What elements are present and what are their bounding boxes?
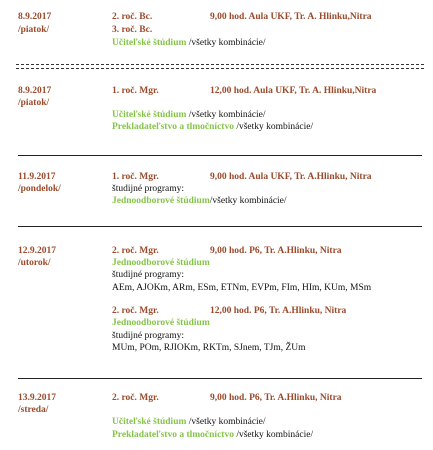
time-place-2: 12,00 hod. Aula UKF, Tr. A. Hlinku,Nitra — [210, 86, 377, 96]
program-suffix: /všetky kombinácie/ — [186, 38, 266, 48]
year-1a: 2. roč. Bc. — [112, 12, 153, 22]
programs-label-3: študijné programy: — [112, 184, 185, 194]
day-5: /streda/ — [18, 405, 49, 415]
program-name-4a: Jednoodborové štúdium — [112, 258, 210, 268]
programs-list-4b: MUm, POm, RJIOKm, RKTm, SJnem, TJm, ŽUm — [112, 343, 306, 353]
program-line-1 — [112, 38, 266, 49]
program-line-2a — [112, 110, 266, 121]
divider — [18, 378, 422, 379]
program-name: Jednoodborové štúdium — [112, 196, 210, 206]
year-1b: 3. roč. Bc. — [112, 25, 153, 35]
program-name-4b: Jednoodborové štúdium — [112, 318, 210, 328]
date-4: 12.9.2017 — [18, 246, 56, 256]
double-divider — [16, 64, 424, 69]
day-1: /piatok/ — [18, 25, 50, 35]
year-3: 1. roč. Mgr. — [112, 172, 159, 182]
time-place-5: 9,00 hod. P6, Tr. A.Hlinku, Nitra — [210, 393, 342, 403]
program-line-5a — [112, 417, 266, 428]
day-4: /utorok/ — [18, 258, 51, 268]
program-name: Prekladateľstvo a tlmočníctvo — [112, 122, 234, 132]
program-suffix: /všetky kombinácie/ — [233, 122, 314, 132]
time-place-4b: 12,00 hod. P6, Tr. A.Hlinku, Nitra — [210, 306, 347, 316]
year-2: 1. roč. Mgr. — [112, 86, 159, 96]
day-3: /pondelok/ — [18, 184, 61, 194]
program-suffix: /všetky kombinácie/ — [186, 417, 266, 427]
date-5: 13.9.2017 — [18, 393, 56, 403]
date-2: 8.9.2017 — [18, 86, 52, 96]
program-line-3 — [112, 196, 287, 207]
year-4a: 2. roč. Mgr. — [112, 246, 159, 256]
program-suffix: /všetky kombinácie/ — [209, 196, 287, 206]
time-place-1: 9,00 hod. Aula UKF, Tr. A. Hlinku,Nitra — [210, 12, 372, 22]
date-3: 11.9.2017 — [18, 172, 56, 182]
program-suffix: /všetky kombinácie/ — [233, 430, 314, 440]
divider — [18, 226, 422, 227]
program-name: Prekladateľstvo a tlmočníctvo — [112, 430, 234, 440]
program-line-5b — [112, 430, 313, 441]
programs-list-4a: AEm, AJOKm, ARm, ESm, ETNm, EVPm, FIm, HIm, KUm, MSm — [112, 283, 372, 293]
programs-label-4b: študijné programy: — [112, 331, 185, 341]
divider — [18, 155, 422, 156]
program-line-2b — [112, 122, 313, 133]
year-4b: 2. roč. Mgr. — [112, 306, 159, 316]
year-5: 2. roč. Mgr. — [112, 393, 159, 403]
program-name: Učiteľské štúdium — [112, 417, 187, 427]
program-name: Učiteľské štúdium — [112, 110, 187, 120]
time-place-3: 9,00 hod. Aula UKF, Tr. A.Hlinku, Nitra — [210, 172, 372, 182]
programs-label-4a: študijné programy: — [112, 270, 185, 280]
time-place-4a: 9,00 hod. P6, Tr. A.Hlinku, Nitra — [210, 246, 342, 256]
day-2: /piatok/ — [18, 98, 50, 108]
date-1: 8.9.2017 — [18, 12, 52, 22]
program-name: Učiteľské štúdium — [112, 38, 187, 48]
program-suffix: /všetky kombinácie/ — [186, 110, 266, 120]
